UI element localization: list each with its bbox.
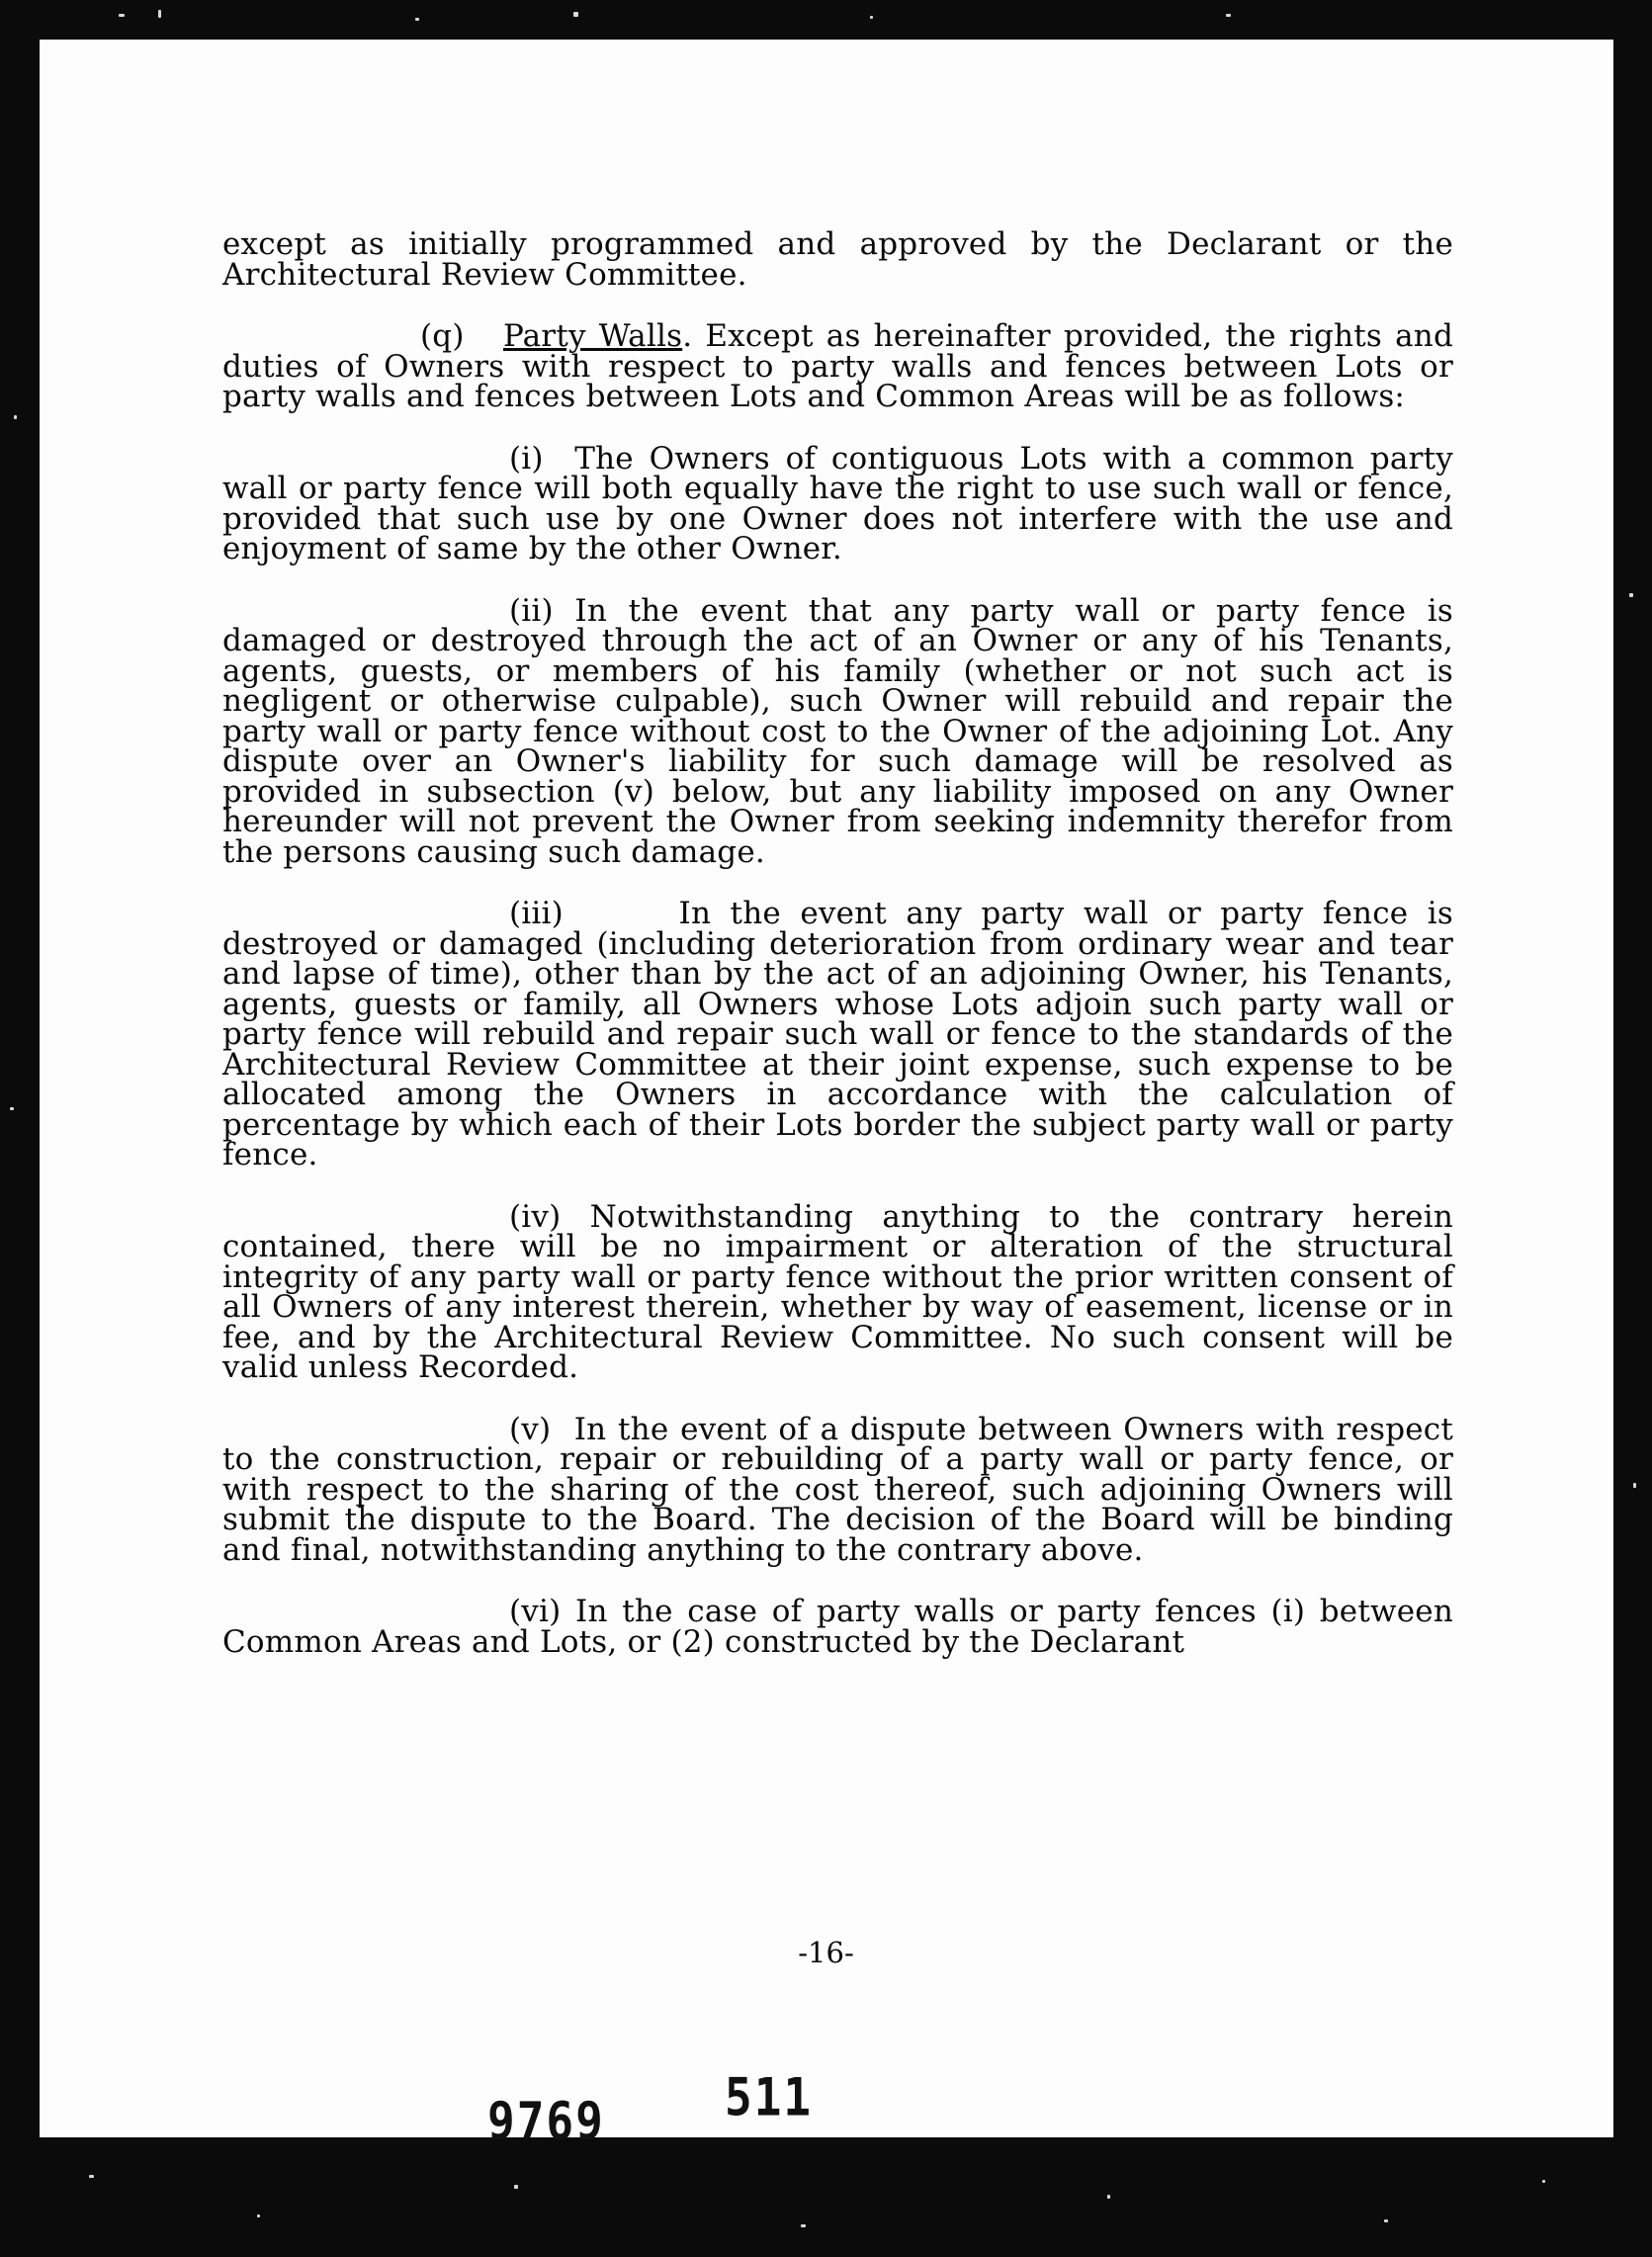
paragraph-text: In the event any party wall or party fence is destroyed or damaged (including deterioration from ordinary wear and tear and lapse of time), other than by the act of an adjoining Owner, his Tenants, agents, guests or family, all Owners whose Lots adjoin such party wall or party fence will rebuild and repair such wall or fence to the standards of the Architectural Review Committee at their joint expense, such expense to be allocated among the Owners in accordance with the calculation of percentage by which each of their Lots border the subject party wall or party fence. (222, 896, 1453, 1172)
paragraph-q-party-walls (222, 318, 1453, 414)
document-body (222, 226, 1454, 1689)
scan-speck (10, 1107, 14, 1110)
scan-speck (415, 18, 419, 21)
scan-speck (573, 12, 578, 17)
paragraph-label: (vi) (509, 1594, 562, 1629)
paragraph-v (222, 1411, 1454, 1568)
paragraph-label: (iv) (509, 1198, 562, 1235)
scan-speck (1384, 2219, 1388, 2222)
paragraph-text: The Owners of contiguous Lots with a common party wall or party fence will both equally have the right to use such wall or fence, provided that such use by one Owner does not interfere with the use and enjoyment of same by the other Owner. (222, 440, 1453, 566)
paragraph-label: (ii) (509, 592, 554, 629)
paragraph-iii (222, 896, 1453, 1172)
bates-stamp-left: 9769 (487, 2089, 605, 2152)
paragraph-text: except as initially programmed and approved by the Declarant or the Architectural Review Committee. (222, 226, 1453, 293)
paragraph-text: Notwithstanding anything to the contrary herein contained, there will be no impairment or alteration of the structural integrity of any party wall or party fence without the prior written consent of all Owners of any interest therein, whether by way of easement, license or in fee, and by the Architectural Review Committee. No such consent will be valid unless Recorded. (222, 1198, 1453, 1385)
paragraph-label: (i) (509, 440, 544, 477)
section-heading: Party Walls (502, 318, 683, 354)
scan-speck (514, 2185, 518, 2189)
paragraph-text: In the case of party walls or party fences (i) between Common Areas and Lots, or (2) constructed by the Declarant (222, 1594, 1453, 1660)
scan-speck (1542, 2180, 1545, 2183)
bates-stamp-right: 511 (725, 2065, 814, 2128)
paragraph-continuation (222, 226, 1453, 293)
paragraph-label: (iii) (509, 896, 564, 931)
paragraph-iv (222, 1198, 1453, 1385)
scan-speck (14, 415, 17, 419)
scan-speck (257, 2214, 260, 2217)
scan-speck (1226, 14, 1231, 17)
scan-speck (801, 2224, 806, 2227)
scan-speck (89, 2175, 94, 2178)
scan-speck (158, 10, 161, 18)
paragraph-i (222, 440, 1453, 566)
scan-speck (1629, 593, 1633, 597)
scan-speck (870, 16, 873, 19)
page-number: -16- (798, 1936, 854, 1969)
scan-speck (1107, 2195, 1110, 2199)
paragraph-text: In the event that any party wall or party fence is damaged or destroyed through the act of an Owner or any of his Tenants, agents, guests, or members of his family (whether or not such act is negligent or otherwise culpable), such Owner will rebuild and repair the party wall or party fence without cost to the Owner of the adjoining Lot. Any dispute over an Owner's liability for such damage will be resolved as provided in subsection (v) below, but any liability imposed on any Owner hereunder will not prevent the Owner from seeking indemnity therefor from the persons causing such damage. (222, 592, 1453, 870)
paragraph-vi (222, 1594, 1453, 1660)
paragraph-text: . Except as hereinafter provided, the rights and duties of Owners with respect to party walls and fences between Lots or party walls and fences between Lots and Common Areas will be as follows: (222, 318, 1453, 414)
scan-speck (119, 14, 125, 17)
paragraph-label: (q) (420, 318, 465, 354)
paragraph-label: (v) (509, 1411, 552, 1447)
scan-speck (1633, 1483, 1636, 1488)
paragraph-text: In the event of a dispute between Owners with respect to the construction, repair or rebuilding of a party wall or party fence, or with respect to the sharing of the cost thereof, such adjoining Owners will submit the dispute to the Board. The decision of the Board will be binding and final, notwithstanding anything to the contrary above. (222, 1411, 1454, 1568)
paragraph-ii (222, 592, 1453, 870)
